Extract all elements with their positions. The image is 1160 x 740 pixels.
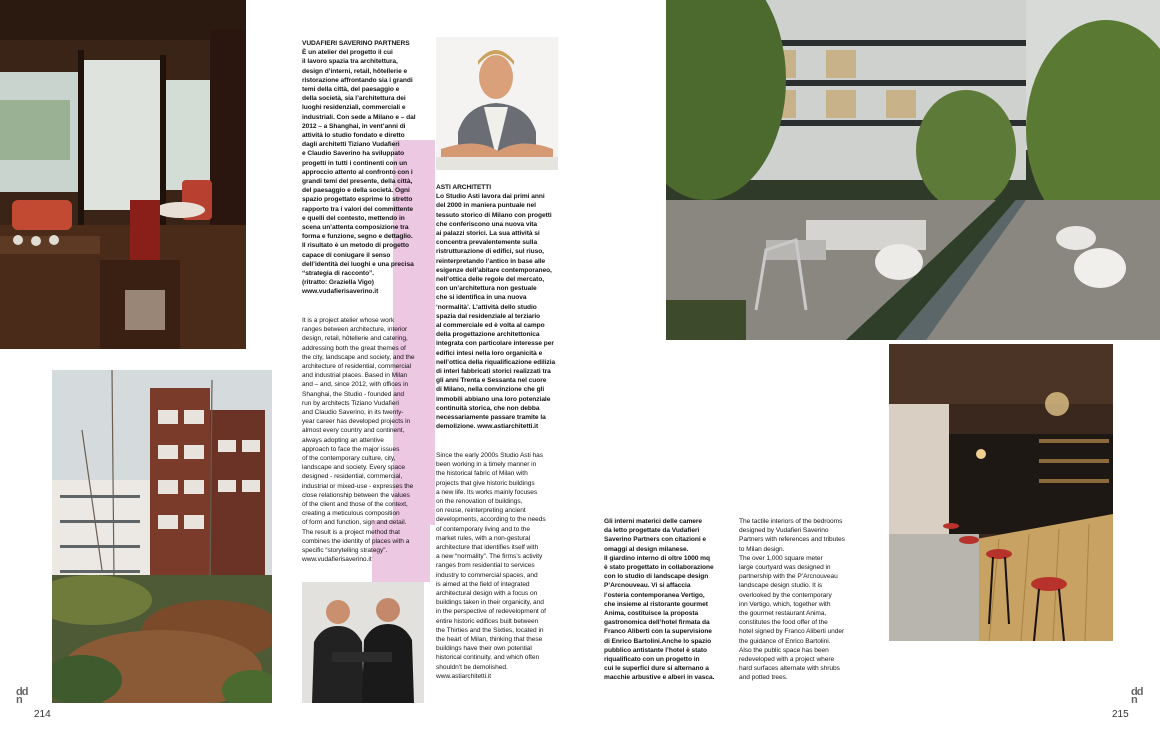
asti-text-en: Since the early 2000s Studio Asti has been working in a timely manner in the historical fabric of Milan with projects that give historic buildings a new life. Its works mainly focuses on the renovation of buildings, on reuse, reinterpreting ancient developments, according to the needs of contemporary living and to the market rules, with a non-gestural architecture that identifies itself with a new “normality”. The firms’s activity ranges from residential to services industry to commercial spaces, and is aimed at the field of integrated architectural design with a focus on buildings taken in their organicity, and in the perspective of redevelopment of entire historic edifices built between the Thirties and the Sixties, located in the heart of Milan, thinking that these buildings have their own potential historical continuity, and which often shouldn’t be demolished. www.astiarchitetti.it: [436, 452, 546, 680]
portrait-asti: [436, 37, 558, 170]
vudafieri-text-en: It is a project atelier whose work ranges between architecture, interior design, retail, hôtellerie and catering, addressing both the great themes of the city, landscape and society, and the architecture of residential, commercial and industrial places. Based in Milan and – and, since 2012, with offices in Shanghai, the Studio - founded and run by architects Tiziano Vudafieri and Claudio Saverino, in its twenty- year career has developed projects in almost every country and continent, always adopting an attentive approach to face the major issues of the contemporary culture, city, landscape and society. Every space designed - residential, commercial, industrial or mixed-use - expresses the close relationship between the values of the client and those of the context, creating a meticulous composition of form and function, sign and detail. The result is a project method that combines the identity of places with a specific “storytelling strategy”. www.vudafierisaverino.it: [302, 317, 415, 564]
vudafieri-text-it: VUDAFIERI SAVERINO PARTNERS È un atelier del progetto il cui il lavoro spazia tra architettura, design d’interni, retail, hôtellerie e ristorazione affrontando sia i grandi temi della città, del paesaggio e della società, sia l’architettura dei luoghi residenziali, commerciali e industriali. Con sede a Milano e – dal 2012 – a Shanghai, in vent’anni di attività lo studio fondato e diretto dagli architetti Tiziano Vudafieri e Claudio Saverino ha sviluppato progetti in tutti i continenti con un approccio attento al confronto con i grandi temi del presente, della città, del paesaggio e della società. Ogni spazio progettato esprime lo stretto rapporto tra i valori del committente e quelli del contesto, mettendo in scena un’attenta composizione tra forma e funzione, segno e dettaglio. Il risultato è un metodo di progetto capace di coniugare il senso dell’identità dei luoghi e una precisa “strategia di racconto”. (ritratto: Graziella Vigo) www.vudafierisaverino.it: [302, 40, 416, 296]
bedroom-photo: [0, 0, 246, 349]
caption-text-en: The tactile interiors of the bedrooms designed by Vudafieri Saverino Partners with references and tributes to Milan design. The over 1,000 square meter large courtyard was designed in partnership with the P’Arcnouveau landscape design studio. It is overlooked by the contemporary inn Vertigo, which, together with the gourmet restaurant Anima, constitutes the food offer of the hotel signed by Franco Aliberti under the guidance of Enrico Bartolini. Also the public space has been redeveloped with a project where hard surfaces alternate with shrubs and potted trees.: [739, 518, 845, 682]
asti-text-it: ASTI ARCHITETTI Lo Studio Asti lavora dai primi anni del 2000 in maniera puntuale nel tessuto storico di Milano con progetti che conferiscono una nuova vita ai palazzi storici. La sua attività si concentra prevalentemente sulla ristrutturazione di edifici, sul riuso, reinterpretando l’antico in base alle esigenze dell’abitare contemporaneo, nell’ottica delle regole del mercato, con un’architettura non gestuale che si identifica in una nuova ‘normalità’. L’attività dello studio spazia dal residenziale al terziario al commerciale ed è volta al campo della progettazione architettonica integrata con particolare interesse per edifici intesi nella loro organicità e nell’ottica della riqualificazione edilizia di interi fabbricati storici realizzati tra gli anni Trenta e Sessanta nel cuore di Milano, nella convinzione che gli immobili abbiano una loro potenziale continuità storica, che non debba necessariamente passare tramite la demolizione. www.astiarchitetti.it: [436, 184, 556, 431]
courtyard-photo: [666, 0, 1160, 340]
bar-interior-photo: [889, 344, 1113, 641]
magazine-logo-right: dd n: [1131, 686, 1143, 706]
building-exterior-photo: [52, 370, 272, 703]
caption-text-it: Gli interni materici delle camere da letto progettate da Vudafieri Saverino Partners con citazioni e omaggi al design milanese. Il giardino interno di oltre 1000 mq è stato progettato in collaborazione con lo studio di landscape design P’Arcnouveau. Vi si affaccia l’osteria contemporanea Vertigo, che insieme al ristorante gourmet Anima, costituisce la proposta gastronomica dell’hotel firmata da Franco Aliberti con la supervisione di Enrico Bartolini.Anche lo spazio pubblico antistante l’hotel è stato riqualificato con un progetto in cui le superfici dure si alternano a macchie arbustive e alberi in vasca.: [604, 518, 715, 682]
page-number-left: 214: [34, 709, 51, 720]
magazine-logo-left: dd n: [16, 686, 28, 706]
page-number-right: 215: [1112, 709, 1129, 720]
portrait-vudafieri-saverino: [302, 582, 424, 703]
